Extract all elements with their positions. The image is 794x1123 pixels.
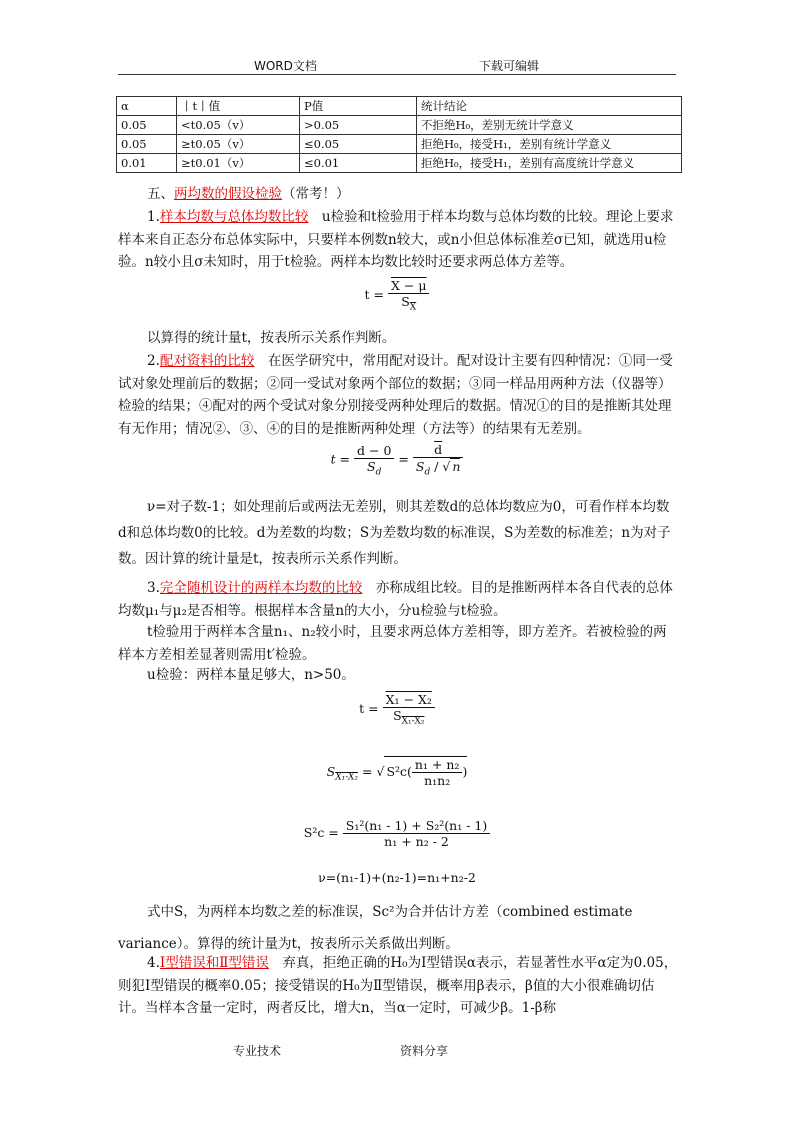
formula-numerator: X − μ	[388, 278, 429, 294]
table-row	[117, 135, 682, 154]
paragraph-7: 式中S，为两样本均数之差的标准误，Sc²为合并估计方差（combined estimate variance）。算得的统计量为t，按表所示关系做出判断。	[118, 904, 633, 952]
item-number: 2.	[147, 353, 160, 369]
item-title: Ⅰ型错误和Ⅱ型错误	[159, 955, 269, 971]
formula-numerator: d − 0	[354, 443, 394, 459]
table-row	[117, 154, 682, 173]
table-row	[117, 116, 682, 135]
table-cell: ≥t0.01（v）	[177, 154, 300, 173]
table-header-row	[117, 97, 682, 116]
formula-numerator: n₁ + n₂	[412, 757, 463, 773]
footer-right: 资料分享	[400, 1044, 449, 1058]
table-cell: ≤0.01	[300, 154, 417, 173]
table-header-cell: 统计结论	[417, 97, 682, 116]
table-header-cell: α	[117, 97, 177, 116]
item-title: 完全随机设计的两样本均数的比较	[159, 580, 363, 596]
formula-t-paired	[0, 442, 794, 478]
formula-close: )	[462, 764, 468, 779]
formula-denominator: $S_d$ / √ n	[415, 459, 461, 478]
formula-standard-error: $S_{X_1-X_2}$ = √ S²c( $\frac{\text{n₁ + n₂}}{\text{n₁n₂}}$ )	[326, 757, 468, 788]
formula-lhs: t =	[330, 451, 351, 467]
formula-pooled-variance	[0, 818, 794, 849]
formula-equals: =	[362, 764, 373, 779]
table-cell: 拒绝H₀，接受H₁，差别有统计学意义	[417, 135, 682, 154]
table-header-cell: P值	[300, 97, 417, 116]
table-cell: 0.05	[117, 135, 177, 154]
formula-t-two-sample	[0, 692, 794, 727]
paragraph-text: 弃真，拒绝正确的H₀为Ⅰ型错误α表示，若显著性水平α定为0.05，则犯Ⅰ型错误的概率0.05；接受错误的H₀为Ⅱ型错误，概率用β表示，β值的大小很难确切估计。当样本含量一定时，两者反比，增大n，当α一定时，可减少β。1-β称	[118, 955, 678, 1016]
paragraph-3: ν=对子数-1；如处理前后或两法无差别，则其差数d的总体均数应为0，可看作样本均数d和总体均数0的比较。d为差数的均数；S为差数均数的标准误，S为差数的标准差；n为对子数。因计算的统计量是t，按表所示关系作判断。	[118, 499, 671, 567]
formula-equals: =	[398, 451, 409, 467]
section-title: 两均数的假设检验	[174, 186, 282, 202]
table-header-cell: 丨t丨值	[177, 97, 300, 116]
header-left: WORD文档	[254, 59, 317, 73]
table-cell: 0.01	[117, 154, 177, 173]
table-cell: ≥t0.05（v）	[177, 135, 300, 154]
table-cell: 拒绝H₀，接受H₁，差别有高度统计学意义	[417, 154, 682, 173]
table-cell: ≤0.05	[300, 135, 417, 154]
header-rule	[118, 74, 676, 75]
paragraph-text: 在医学研究中，常用配对设计。配对设计主要有四种情况：①同一受试对象处理前后的数据；②同一受试对象两个部位的数据；③同一样品用两种方法（仪器等）检验的结果；④配对的两个受试对象分别接受两种处理后的数据。情况①的目的是推断其处理有无作用；情况②、③、④的目的是推断两种处理（方法等）的结果有无差别。	[118, 353, 673, 437]
paragraph-text: 亦称成组比较。目的是推断两样本各自代表的总体均数μ₁与μ₂是否相等。根据样本含量n的大小，分u检验与t检验。	[118, 580, 673, 619]
formula-t-one-sample	[0, 278, 794, 313]
section-suffix: （常考！）	[282, 186, 350, 202]
formula-denominator: $S_d$	[367, 458, 382, 477]
significance-table	[116, 96, 682, 173]
paragraph-1	[118, 206, 678, 274]
formula-denominator: n₁ + n₂ - 2	[384, 834, 449, 849]
formula-lhs: t =	[364, 286, 385, 302]
formula-numerator: S₁²(n₁ - 1) + S₂²(n₁ - 1)	[343, 818, 490, 834]
formula-inner: S²c(	[386, 764, 412, 779]
item-number: 4.	[147, 955, 160, 971]
item-title: 样本均数与总体均数比较	[159, 209, 309, 225]
formula-denominator: $S_{\overline{X}}$	[401, 294, 417, 313]
formula-degrees-of-freedom: ν=(n₁-1)+(n₂-1)=n₁+n₂-2	[318, 870, 476, 885]
footer-left: 专业技术	[233, 1044, 282, 1058]
table-cell: <t0.05（v）	[177, 116, 300, 135]
item-number: 3.	[147, 580, 160, 596]
paragraph-8	[118, 952, 678, 1020]
section-5-heading	[118, 183, 678, 206]
paragraph-1b: 以算得的统计量t，按表所示关系作判断。	[147, 330, 396, 346]
paragraph-5: t检验用于两样本含量n₁、n₂较小时，且要求两总体方差相等，即方差齐。若被检验的两样本方差相差显著则需用t′检验。	[118, 624, 667, 663]
paragraph-6: u检验：两样本量足够大，n>50。	[147, 667, 355, 683]
formula-denominator: n₁n₂	[424, 773, 451, 788]
formula-numerator: $\overline{d}$	[413, 442, 464, 458]
formula-lhs: S	[326, 764, 336, 779]
paragraph-text: u检验和t检验用于样本均数与总体均数的比较。理论上要求样本来自正态分布总体实际中，只要样本例数n较大，或n小但总体标准差σ已知，就选用u检验。n较小且σ未知时，用于t检验。两样本均数比较时还要求两总体方差等。	[118, 209, 674, 270]
header-right: 下载可编辑	[479, 59, 540, 73]
formula-numerator: X₁ − X₂	[383, 692, 435, 708]
item-title: 配对资料的比较	[159, 353, 255, 369]
formula-lhs: t =	[359, 700, 379, 716]
table-cell: >0.05	[300, 116, 417, 135]
table-cell: 不拒绝H₀，差别无统计学意义	[417, 116, 682, 135]
section-prefix: 五、	[147, 186, 174, 202]
table-cell: 0.05	[117, 116, 177, 135]
paragraph-4	[118, 577, 678, 622]
item-number: 1.	[147, 209, 160, 225]
formula-denominator: $S_{X_1-X_2}$	[393, 708, 425, 727]
paragraph-2	[118, 350, 678, 440]
formula-lhs: S²c =	[303, 825, 339, 840]
